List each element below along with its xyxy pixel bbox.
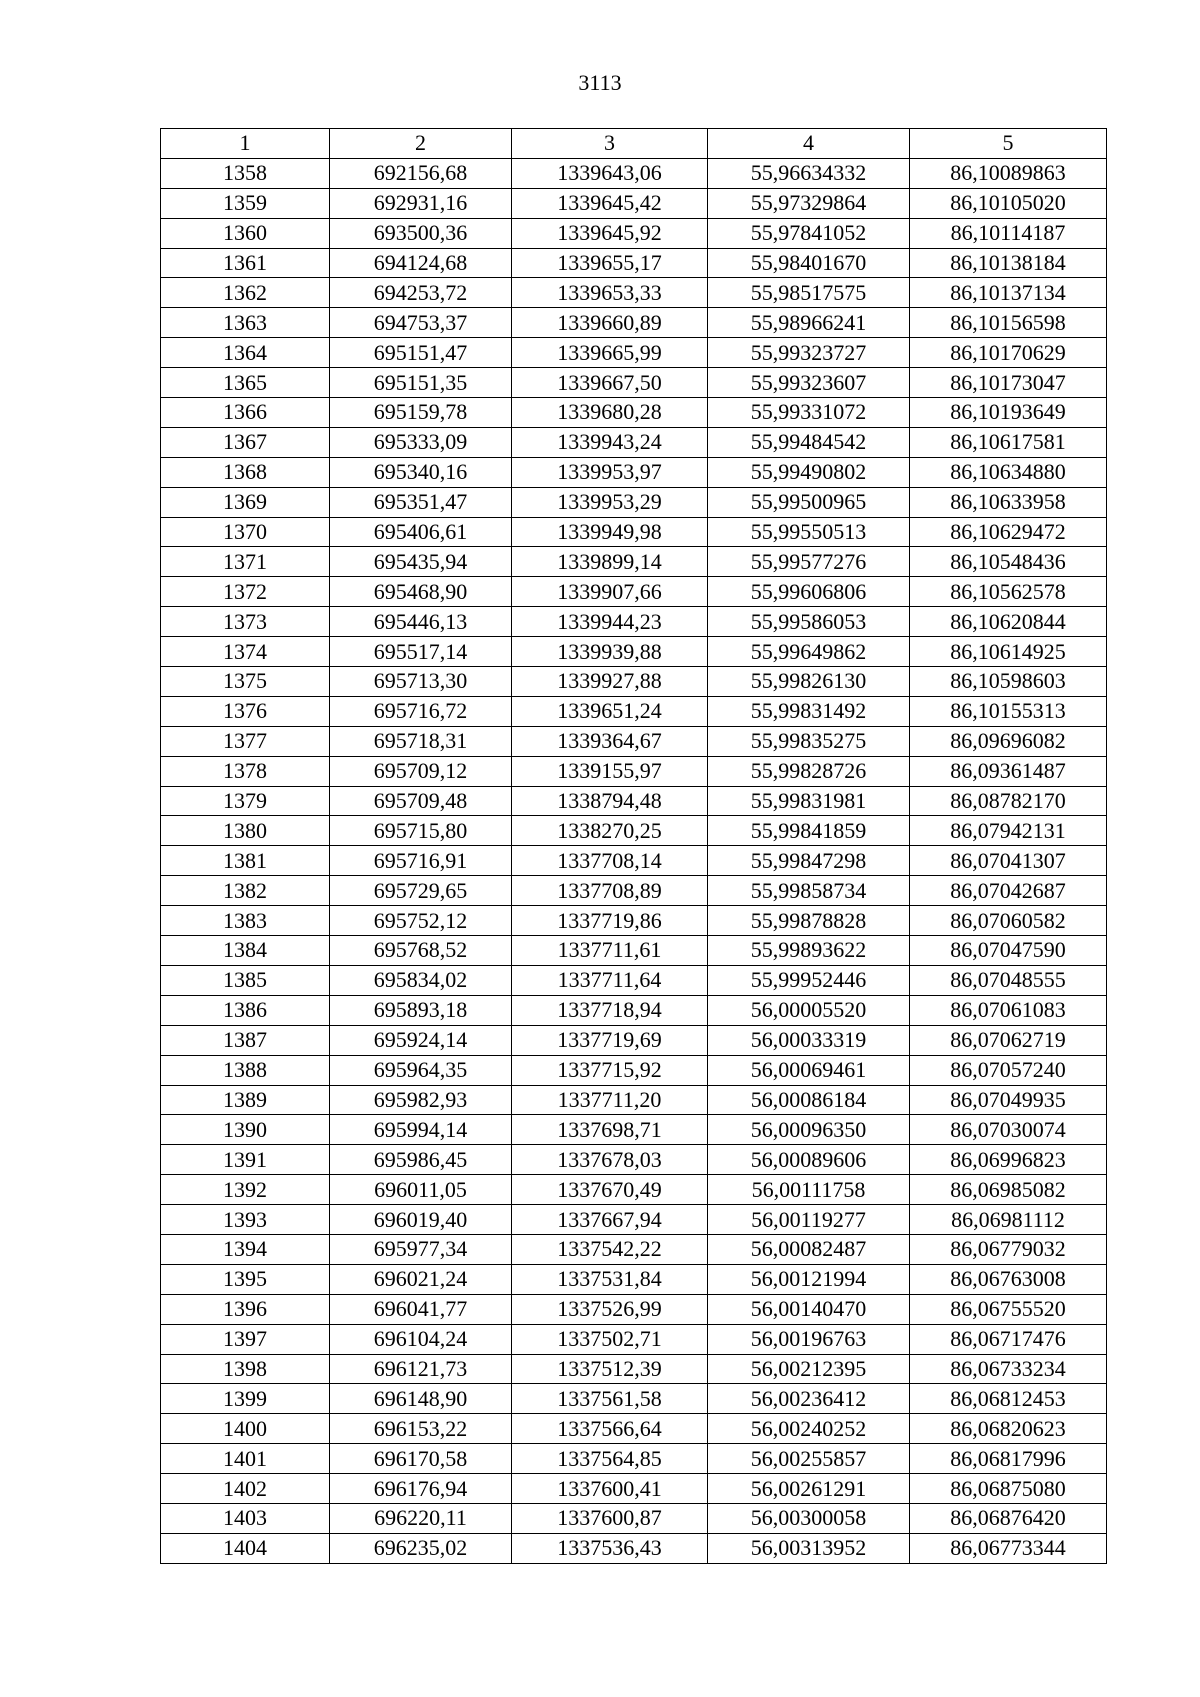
- table-cell-col-5: 86,10137134: [910, 278, 1107, 308]
- table-cell-col-5: 86,06755520: [910, 1294, 1107, 1324]
- table-cell-col-1: 1380: [161, 816, 330, 846]
- table-cell-col-4: 55,99835275: [708, 726, 910, 756]
- table-cell-col-2: 695893,18: [330, 995, 512, 1025]
- table-row: [161, 547, 1107, 577]
- table-cell-col-5: 86,10089863: [910, 158, 1107, 188]
- table-cell-col-1: 1371: [161, 547, 330, 577]
- table-cell-col-2: 696041,77: [330, 1294, 512, 1324]
- table-cell-col-5: 86,10155313: [910, 696, 1107, 726]
- table-cell-col-5: 86,06875080: [910, 1474, 1107, 1504]
- table-cell-col-2: 695768,52: [330, 936, 512, 966]
- table-cell-col-5: 86,07061083: [910, 995, 1107, 1025]
- table-cell-col-5: 86,10614925: [910, 637, 1107, 667]
- table-cell-col-3: 1339953,97: [512, 457, 708, 487]
- table-cell-col-2: 695716,91: [330, 846, 512, 876]
- table-cell-col-2: 696148,90: [330, 1384, 512, 1414]
- table-cell-col-3: 1337531,84: [512, 1264, 708, 1294]
- table-row: [161, 158, 1107, 188]
- table-row: [161, 1025, 1107, 1055]
- table-cell-col-1: 1384: [161, 936, 330, 966]
- table-cell-col-2: 696170,58: [330, 1444, 512, 1474]
- table-cell-col-5: 86,10170629: [910, 338, 1107, 368]
- table-row: [161, 1354, 1107, 1384]
- table-cell-col-1: 1361: [161, 248, 330, 278]
- table-cell-col-2: 694753,37: [330, 308, 512, 338]
- table-cell-col-3: 1337719,86: [512, 906, 708, 936]
- table-cell-col-5: 86,06733234: [910, 1354, 1107, 1384]
- table-cell-col-5: 86,10617581: [910, 427, 1107, 457]
- table-cell-col-1: 1362: [161, 278, 330, 308]
- table-cell-col-3: 1337711,64: [512, 965, 708, 995]
- table-cell-col-1: 1385: [161, 965, 330, 995]
- table-cell-col-4: 55,99500965: [708, 487, 910, 517]
- table-cell-col-2: 695151,35: [330, 368, 512, 398]
- table-cell-col-4: 56,00196763: [708, 1324, 910, 1354]
- table-cell-col-2: 695709,48: [330, 786, 512, 816]
- table-cell-col-4: 56,00086184: [708, 1085, 910, 1115]
- table-row: [161, 278, 1107, 308]
- table-row: [161, 1115, 1107, 1145]
- table-cell-col-5: 86,07030074: [910, 1115, 1107, 1145]
- table-row: [161, 846, 1107, 876]
- table-cell-col-3: 1339943,24: [512, 427, 708, 457]
- table-cell-col-4: 56,00261291: [708, 1474, 910, 1504]
- column-header-5: 5: [910, 129, 1107, 159]
- table-cell-col-1: 1373: [161, 607, 330, 637]
- table-cell-col-4: 55,99826130: [708, 667, 910, 697]
- table-row: [161, 577, 1107, 607]
- table-cell-col-2: 695406,61: [330, 517, 512, 547]
- table-row: [161, 995, 1107, 1025]
- table-cell-col-3: 1337708,89: [512, 876, 708, 906]
- table-row: [161, 876, 1107, 906]
- table-cell-col-1: 1364: [161, 338, 330, 368]
- table-cell-col-2: 695713,30: [330, 667, 512, 697]
- table-cell-col-3: 1337600,41: [512, 1474, 708, 1504]
- table-cell-col-2: 695340,16: [330, 457, 512, 487]
- table-cell-col-2: 693500,36: [330, 218, 512, 248]
- table-cell-col-1: 1386: [161, 995, 330, 1025]
- table-cell-col-4: 56,00313952: [708, 1533, 910, 1563]
- table-row: [161, 188, 1107, 218]
- table-cell-col-3: 1337711,61: [512, 936, 708, 966]
- table-cell-col-4: 56,00005520: [708, 995, 910, 1025]
- table-cell-col-3: 1339667,50: [512, 368, 708, 398]
- table-cell-col-2: 695729,65: [330, 876, 512, 906]
- table-cell-col-1: 1390: [161, 1115, 330, 1145]
- table-cell-col-5: 86,10629472: [910, 517, 1107, 547]
- table-cell-col-5: 86,10562578: [910, 577, 1107, 607]
- table-row: [161, 1264, 1107, 1294]
- table-cell-col-4: 55,97329864: [708, 188, 910, 218]
- table-cell-col-2: 696011,05: [330, 1175, 512, 1205]
- table-cell-col-3: 1337542,22: [512, 1234, 708, 1264]
- table-cell-col-5: 86,07060582: [910, 906, 1107, 936]
- table-cell-col-5: 86,06876420: [910, 1503, 1107, 1533]
- table-cell-col-3: 1337678,03: [512, 1145, 708, 1175]
- table-cell-col-1: 1388: [161, 1055, 330, 1085]
- page-number: 3113: [578, 70, 622, 95]
- table-cell-col-1: 1367: [161, 427, 330, 457]
- table-cell-col-4: 56,00069461: [708, 1055, 910, 1085]
- table-row: [161, 427, 1107, 457]
- table-cell-col-3: 1339364,67: [512, 726, 708, 756]
- table-cell-col-4: 55,99952446: [708, 965, 910, 995]
- table-cell-col-2: 695517,14: [330, 637, 512, 667]
- table-cell-col-2: 695982,93: [330, 1085, 512, 1115]
- table-cell-col-3: 1339907,66: [512, 577, 708, 607]
- table-row: [161, 1085, 1107, 1115]
- table-cell-col-1: 1381: [161, 846, 330, 876]
- table-cell-col-5: 86,10105020: [910, 188, 1107, 218]
- table-cell-col-4: 55,96634332: [708, 158, 910, 188]
- table-cell-col-4: 56,00119277: [708, 1205, 910, 1235]
- table-cell-col-5: 86,10173047: [910, 368, 1107, 398]
- table-row: [161, 1324, 1107, 1354]
- table-cell-col-2: 696176,94: [330, 1474, 512, 1504]
- table-cell-col-2: 695151,47: [330, 338, 512, 368]
- column-header-3: 3: [512, 129, 708, 159]
- table-cell-col-3: 1337561,58: [512, 1384, 708, 1414]
- table-row: [161, 1205, 1107, 1235]
- table-cell-col-1: 1387: [161, 1025, 330, 1055]
- table-row: [161, 1294, 1107, 1324]
- table-cell-col-2: 695159,78: [330, 398, 512, 428]
- table-cell-col-5: 86,07048555: [910, 965, 1107, 995]
- table-cell-col-3: 1339949,98: [512, 517, 708, 547]
- table-cell-col-4: 56,00033319: [708, 1025, 910, 1055]
- table-cell-col-3: 1339953,29: [512, 487, 708, 517]
- table-cell-col-3: 1339665,99: [512, 338, 708, 368]
- table-cell-col-4: 55,99484542: [708, 427, 910, 457]
- table-cell-col-4: 55,99606806: [708, 577, 910, 607]
- table-cell-col-2: 695977,34: [330, 1234, 512, 1264]
- table-row: [161, 308, 1107, 338]
- table-cell-col-1: 1359: [161, 188, 330, 218]
- table-cell-col-4: 55,99858734: [708, 876, 910, 906]
- table-cell-col-1: 1383: [161, 906, 330, 936]
- table-cell-col-5: 86,06717476: [910, 1324, 1107, 1354]
- table-cell-col-3: 1337526,99: [512, 1294, 708, 1324]
- coordinates-table: [160, 128, 1107, 1564]
- table-cell-col-5: 86,09696082: [910, 726, 1107, 756]
- table-cell-col-3: 1337698,71: [512, 1115, 708, 1145]
- table-cell-col-2: 695446,13: [330, 607, 512, 637]
- table-cell-col-4: 55,97841052: [708, 218, 910, 248]
- table-cell-col-1: 1398: [161, 1354, 330, 1384]
- table-row: [161, 487, 1107, 517]
- table-cell-col-4: 56,00236412: [708, 1384, 910, 1414]
- table-cell-col-2: 695435,94: [330, 547, 512, 577]
- table-cell-col-3: 1337502,71: [512, 1324, 708, 1354]
- table-cell-col-4: 55,99577276: [708, 547, 910, 577]
- table-cell-col-1: 1394: [161, 1234, 330, 1264]
- table-cell-col-1: 1399: [161, 1384, 330, 1414]
- table-cell-col-5: 86,06773344: [910, 1533, 1107, 1563]
- table-cell-col-5: 86,07062719: [910, 1025, 1107, 1055]
- table-cell-col-1: 1372: [161, 577, 330, 607]
- table-cell-col-4: 55,99323607: [708, 368, 910, 398]
- table-cell-col-5: 86,07042687: [910, 876, 1107, 906]
- table-cell-col-5: 86,06985082: [910, 1175, 1107, 1205]
- table-cell-col-1: 1400: [161, 1414, 330, 1444]
- table-cell-col-1: 1374: [161, 637, 330, 667]
- table-cell-col-5: 86,06996823: [910, 1145, 1107, 1175]
- table-cell-col-5: 86,07049935: [910, 1085, 1107, 1115]
- table-cell-col-2: 692156,68: [330, 158, 512, 188]
- table-row: [161, 816, 1107, 846]
- table-cell-col-3: 1337566,64: [512, 1414, 708, 1444]
- table-cell-col-5: 86,07942131: [910, 816, 1107, 846]
- table-cell-col-3: 1339645,92: [512, 218, 708, 248]
- table-cell-col-1: 1369: [161, 487, 330, 517]
- table-cell-col-1: 1391: [161, 1145, 330, 1175]
- table-cell-col-2: 695333,09: [330, 427, 512, 457]
- table-cell-col-4: 55,99649862: [708, 637, 910, 667]
- table-cell-col-2: 695994,14: [330, 1115, 512, 1145]
- table-cell-col-5: 86,09361487: [910, 756, 1107, 786]
- table-cell-col-5: 86,07041307: [910, 846, 1107, 876]
- table-cell-col-3: 1337667,94: [512, 1205, 708, 1235]
- table-cell-col-1: 1368: [161, 457, 330, 487]
- table-cell-col-1: 1397: [161, 1324, 330, 1354]
- table-cell-col-1: 1392: [161, 1175, 330, 1205]
- table-cell-col-5: 86,10114187: [910, 218, 1107, 248]
- table-cell-col-3: 1339660,89: [512, 308, 708, 338]
- table-cell-col-3: 1337512,39: [512, 1354, 708, 1384]
- table-cell-col-4: 55,99893622: [708, 936, 910, 966]
- table-cell-col-4: 55,99831492: [708, 696, 910, 726]
- table-row: [161, 786, 1107, 816]
- table-cell-col-1: 1363: [161, 308, 330, 338]
- table-cell-col-3: 1337718,94: [512, 995, 708, 1025]
- table-cell-col-3: 1337564,85: [512, 1444, 708, 1474]
- table-row: [161, 1444, 1107, 1474]
- table-cell-col-1: 1402: [161, 1474, 330, 1504]
- table-cell-col-1: 1377: [161, 726, 330, 756]
- table-cell-col-2: 695709,12: [330, 756, 512, 786]
- table-cell-col-4: 56,00082487: [708, 1234, 910, 1264]
- table-cell-col-5: 86,10548436: [910, 547, 1107, 577]
- table-cell-col-3: 1337670,49: [512, 1175, 708, 1205]
- table-cell-col-1: 1365: [161, 368, 330, 398]
- table-row: [161, 1474, 1107, 1504]
- table-body: [161, 158, 1107, 1563]
- table-cell-col-4: 55,99841859: [708, 816, 910, 846]
- table-cell-col-4: 55,99323727: [708, 338, 910, 368]
- table-cell-col-3: 1338794,48: [512, 786, 708, 816]
- table-row: [161, 637, 1107, 667]
- table-cell-col-3: 1337708,14: [512, 846, 708, 876]
- table-cell-col-2: 696220,11: [330, 1503, 512, 1533]
- table-row: [161, 398, 1107, 428]
- table-cell-col-3: 1339939,88: [512, 637, 708, 667]
- table-cell-col-3: 1337600,87: [512, 1503, 708, 1533]
- table-row: [161, 1145, 1107, 1175]
- table-cell-col-1: 1404: [161, 1533, 330, 1563]
- table-cell-col-4: 55,99831981: [708, 786, 910, 816]
- table-cell-col-4: 56,00111758: [708, 1175, 910, 1205]
- table-cell-col-2: 695716,72: [330, 696, 512, 726]
- table-cell-col-2: 692931,16: [330, 188, 512, 218]
- table-cell-col-1: 1370: [161, 517, 330, 547]
- table-row: [161, 756, 1107, 786]
- table-cell-col-5: 86,10633958: [910, 487, 1107, 517]
- table-cell-col-1: 1393: [161, 1205, 330, 1235]
- table-cell-col-5: 86,06820623: [910, 1414, 1107, 1444]
- table-row: [161, 965, 1107, 995]
- column-header-2: 2: [330, 129, 512, 159]
- table-cell-col-5: 86,06779032: [910, 1234, 1107, 1264]
- table-cell-col-4: 55,99331072: [708, 398, 910, 428]
- table-cell-col-4: 56,00255857: [708, 1444, 910, 1474]
- table-cell-col-2: 696153,22: [330, 1414, 512, 1444]
- table-cell-col-2: 694253,72: [330, 278, 512, 308]
- table-cell-col-4: 55,98517575: [708, 278, 910, 308]
- table-row: [161, 1414, 1107, 1444]
- table-cell-col-4: 55,98966241: [708, 308, 910, 338]
- table-cell-col-5: 86,06981112: [910, 1205, 1107, 1235]
- table-row: [161, 517, 1107, 547]
- column-header-4: 4: [708, 129, 910, 159]
- table-cell-col-2: 696121,73: [330, 1354, 512, 1384]
- table-cell-col-1: 1358: [161, 158, 330, 188]
- table-cell-col-5: 86,10634880: [910, 457, 1107, 487]
- table-cell-col-2: 695752,12: [330, 906, 512, 936]
- table-cell-col-3: 1339944,23: [512, 607, 708, 637]
- table-cell-col-5: 86,10193649: [910, 398, 1107, 428]
- table-cell-col-4: 55,99878828: [708, 906, 910, 936]
- table-cell-col-4: 55,99847298: [708, 846, 910, 876]
- table-cell-col-5: 86,10620844: [910, 607, 1107, 637]
- table-cell-col-1: 1375: [161, 667, 330, 697]
- table-cell-col-3: 1337719,69: [512, 1025, 708, 1055]
- table-cell-col-2: 694124,68: [330, 248, 512, 278]
- table-cell-col-3: 1339645,42: [512, 188, 708, 218]
- table-row: [161, 248, 1107, 278]
- table-cell-col-4: 55,99828726: [708, 756, 910, 786]
- table-cell-col-5: 86,10138184: [910, 248, 1107, 278]
- table-cell-col-1: 1389: [161, 1085, 330, 1115]
- table-cell-col-5: 86,07047590: [910, 936, 1107, 966]
- table-cell-col-1: 1396: [161, 1294, 330, 1324]
- table-cell-col-2: 695924,14: [330, 1025, 512, 1055]
- table-cell-col-2: 695986,45: [330, 1145, 512, 1175]
- table-row: [161, 1533, 1107, 1563]
- table-cell-col-3: 1338270,25: [512, 816, 708, 846]
- table-cell-col-5: 86,08782170: [910, 786, 1107, 816]
- table-cell-col-4: 55,99586053: [708, 607, 910, 637]
- table-row: [161, 936, 1107, 966]
- table-cell-col-2: 695718,31: [330, 726, 512, 756]
- table-cell-col-3: 1339655,17: [512, 248, 708, 278]
- table-cell-col-2: 695468,90: [330, 577, 512, 607]
- table-row: [161, 457, 1107, 487]
- table-cell-col-2: 695834,02: [330, 965, 512, 995]
- table-cell-col-3: 1339927,88: [512, 667, 708, 697]
- table-cell-col-1: 1360: [161, 218, 330, 248]
- table-cell-col-4: 55,99490802: [708, 457, 910, 487]
- table-cell-col-5: 86,10598603: [910, 667, 1107, 697]
- table-cell-col-2: 695964,35: [330, 1055, 512, 1085]
- table-row: [161, 338, 1107, 368]
- table-cell-col-1: 1401: [161, 1444, 330, 1474]
- table-cell-col-4: 56,00140470: [708, 1294, 910, 1324]
- table-row: [161, 696, 1107, 726]
- table-cell-col-2: 696235,02: [330, 1533, 512, 1563]
- table-cell-col-3: 1339653,33: [512, 278, 708, 308]
- table-row: [161, 368, 1107, 398]
- table-cell-col-2: 696019,40: [330, 1205, 512, 1235]
- table-cell-col-3: 1337715,92: [512, 1055, 708, 1085]
- table-cell-col-1: 1395: [161, 1264, 330, 1294]
- table-cell-col-3: 1339680,28: [512, 398, 708, 428]
- table-cell-col-3: 1339899,14: [512, 547, 708, 577]
- column-header-1: 1: [161, 129, 330, 159]
- table-cell-col-4: 55,99550513: [708, 517, 910, 547]
- table-cell-col-2: 695715,80: [330, 816, 512, 846]
- table-row: [161, 1503, 1107, 1533]
- table-cell-col-4: 56,00240252: [708, 1414, 910, 1444]
- table-cell-col-1: 1376: [161, 696, 330, 726]
- table-row: [161, 218, 1107, 248]
- table-row: [161, 906, 1107, 936]
- table-cell-col-1: 1379: [161, 786, 330, 816]
- table-cell-col-2: 695351,47: [330, 487, 512, 517]
- table-cell-col-3: 1339643,06: [512, 158, 708, 188]
- table-cell-col-5: 86,06812453: [910, 1384, 1107, 1414]
- table-cell-col-2: 696021,24: [330, 1264, 512, 1294]
- table-cell-col-4: 56,00089606: [708, 1145, 910, 1175]
- table-cell-col-4: 55,98401670: [708, 248, 910, 278]
- table-cell-col-2: 696104,24: [330, 1324, 512, 1354]
- table-cell-col-5: 86,06763008: [910, 1264, 1107, 1294]
- table-cell-col-1: 1382: [161, 876, 330, 906]
- table-row: [161, 1234, 1107, 1264]
- table-cell-col-3: 1337536,43: [512, 1533, 708, 1563]
- table-cell-col-5: 86,10156598: [910, 308, 1107, 338]
- table-row: [161, 1055, 1107, 1085]
- table-cell-col-5: 86,06817996: [910, 1444, 1107, 1474]
- table-cell-col-3: 1339651,24: [512, 696, 708, 726]
- table-cell-col-3: 1337711,20: [512, 1085, 708, 1115]
- table-row: [161, 1384, 1107, 1414]
- table-row: [161, 1175, 1107, 1205]
- table-cell-col-1: 1378: [161, 756, 330, 786]
- table-cell-col-1: 1366: [161, 398, 330, 428]
- table-cell-col-5: 86,07057240: [910, 1055, 1107, 1085]
- table-cell-col-4: 56,00121994: [708, 1264, 910, 1294]
- table-row: [161, 667, 1107, 697]
- table-cell-col-1: 1403: [161, 1503, 330, 1533]
- table-header-row: [161, 129, 1107, 159]
- table-row: [161, 607, 1107, 637]
- table-cell-col-4: 56,00300058: [708, 1503, 910, 1533]
- table-cell-col-3: 1339155,97: [512, 756, 708, 786]
- table-cell-col-4: 56,00096350: [708, 1115, 910, 1145]
- table-cell-col-4: 56,00212395: [708, 1354, 910, 1384]
- table-row: [161, 726, 1107, 756]
